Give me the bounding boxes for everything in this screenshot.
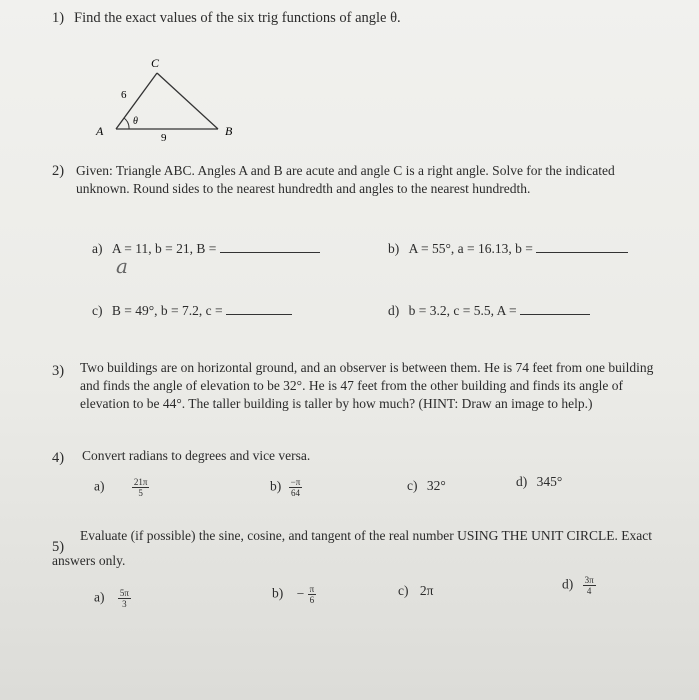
q4a-denominator: 5 [138, 488, 143, 498]
q5-line1: Evaluate (if possible) the sine, cosine, and tangent of the real number USING THE UNIT CIRCLE. Exact [80, 528, 652, 543]
q5a-numerator: 5π [119, 588, 129, 598]
q5b-sign: − [296, 585, 305, 601]
q2-line2: unknown. Round sides to the nearest hundredth and angles to the nearest hundredth. [76, 181, 531, 196]
q4d-label: d) [516, 474, 528, 489]
q4b-item [270, 477, 302, 498]
q2d-answer-blank[interactable] [520, 302, 590, 315]
vertex-c-label: C [151, 56, 160, 70]
q5b-denominator: 6 [309, 595, 315, 605]
side-ab-label: 9 [161, 132, 167, 144]
q2c-answer-blank[interactable] [226, 302, 292, 315]
q5d-fraction [583, 575, 596, 596]
q3-line3: elevation to be 44°. The taller building is taller by how much? (HINT: Draw an image to help.) [80, 396, 593, 411]
q1-number: 1) [52, 10, 65, 26]
q4b-denominator: 64 [290, 488, 300, 498]
q1-text: Find the exact values of the six trig functions of angle θ. [74, 10, 401, 26]
q2a-handwritten-correction: a [116, 254, 128, 278]
q4c-label: c) [407, 478, 418, 493]
q2d-item [388, 302, 590, 319]
q5b-item [272, 584, 316, 605]
q4a-numerator: 21π [133, 477, 148, 487]
q4a-item [94, 477, 149, 498]
q2b-item [388, 240, 628, 257]
q2-line1: Given: Triangle ABC. Angles A and B are acute and angle C is a right angle. Solve for the indicated [76, 163, 615, 178]
q4c-value: 32° [426, 478, 446, 493]
q5d-item [562, 575, 596, 596]
q5b-fraction [308, 584, 317, 605]
vertex-a-label: A [96, 124, 104, 138]
q5b-numerator: π [309, 584, 315, 594]
q2d-text: b = 3.2, c = 5.5, A = [408, 303, 517, 318]
q5d-denominator: 4 [586, 586, 592, 596]
q4b-fraction [289, 477, 303, 498]
angle-theta-label: θ [133, 116, 138, 127]
q2d-label: d) [388, 303, 400, 318]
q4d-item [516, 474, 562, 490]
q5d-numerator: 3π [584, 575, 594, 585]
q4d-value: 345° [536, 474, 563, 489]
q3-line1: Two buildings are on horizontal ground, and an observer is between them. He is 74 feet from one building [80, 360, 654, 375]
q4b-label: b) [270, 478, 282, 494]
q2a-label: a) [92, 241, 103, 256]
q2b-answer-blank[interactable] [536, 240, 628, 253]
q2-number: 2) [52, 163, 65, 179]
q5c-value: 2π [419, 583, 434, 598]
q5a-label: a) [94, 589, 105, 605]
q4c-item [407, 478, 446, 494]
q4-number: 4) [52, 450, 65, 466]
q2c-label: c) [92, 303, 103, 318]
q5a-item [94, 588, 131, 609]
q5a-denominator: 3 [122, 599, 127, 609]
q5-number: 5) [52, 539, 65, 555]
q4a-fraction [132, 477, 150, 498]
q2a-answer-blank[interactable] [220, 240, 320, 253]
q4-text: Convert radians to degrees and vice versa. [82, 448, 311, 463]
q2a-text: A = 11, b = 21, B = [111, 241, 217, 256]
q5b-label: b) [272, 585, 284, 601]
q5a-fraction [118, 588, 131, 609]
q3-line2: and finds the angle of elevation to be 32°. He is 47 feet from the other building and finds its angle of [80, 378, 624, 393]
q5-line2: answers only. [52, 553, 126, 568]
triangle-diagram [85, 55, 245, 150]
q3-number: 3) [52, 363, 65, 379]
q5d-label: d) [562, 576, 574, 592]
side-ac-label: 6 [121, 89, 127, 101]
q2b-label: b) [388, 241, 400, 256]
q5c-label: c) [398, 583, 409, 598]
vertex-b-label: B [225, 124, 233, 138]
q2c-item [92, 302, 292, 319]
q2b-text: A = 55°, a = 16.13, b = [408, 241, 533, 256]
q2c-text: B = 49°, b = 7.2, c = [111, 303, 223, 318]
q4a-label: a) [94, 478, 105, 494]
q5c-item [398, 583, 433, 599]
q4b-numerator: −π [290, 477, 301, 487]
